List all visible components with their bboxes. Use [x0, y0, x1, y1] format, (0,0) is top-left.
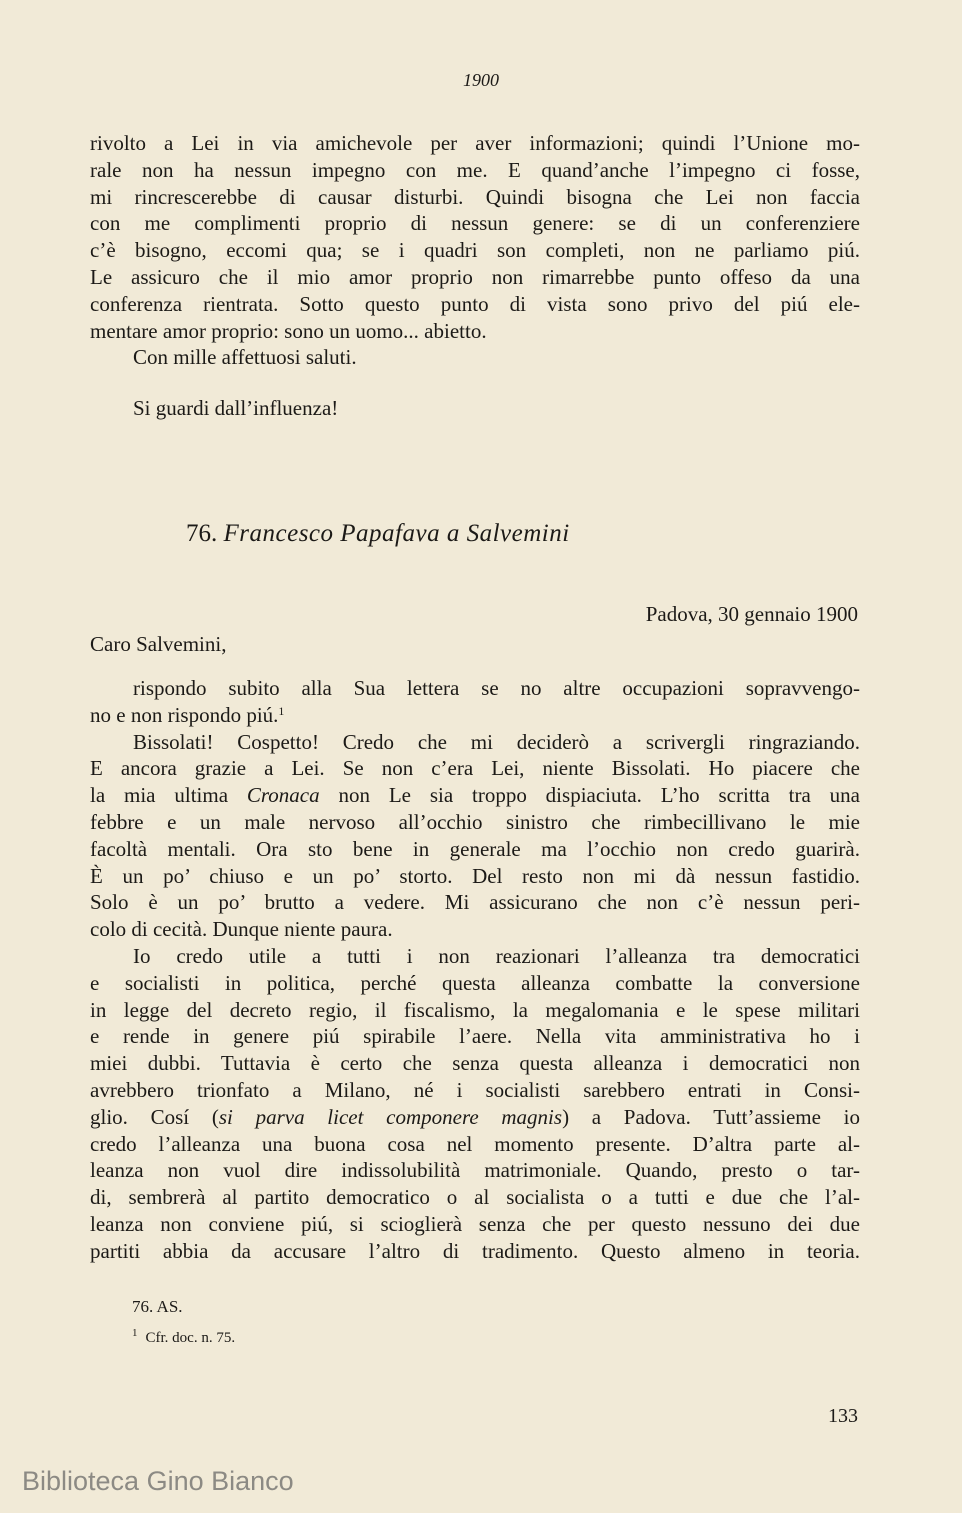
- footnote-1: $^1$ Cfr. doc. n. 75.: [132, 1327, 236, 1346]
- text-line: rivolto a Lei in via amichevole per aver informazioni; quindi l’Unione mo-: [90, 131, 860, 155]
- place-date: Padova, 30 gennaio 1900: [645, 602, 858, 626]
- text-line: leanza non vuol dire indissolubilità matrimoniale. Quando, presto o tar-: [90, 1158, 860, 1183]
- italic-title: Cronaca: [246, 783, 320, 808]
- letter-body: [90, 675, 860, 1265]
- postscript-line: Si guardi dall’influenza!: [133, 396, 339, 421]
- text-line: in legge del decreto regio, il fiscalismo, la megalomania e le spese militari: [90, 997, 860, 1022]
- text-line: Solo è un po’ brutto a vedere. Mi assicurano che non c’è nessun peri-: [90, 890, 860, 915]
- document-number: 76.: [186, 520, 218, 547]
- text-line: e socialisti in politica, perché questa alleanza combatte la conversione: [90, 970, 860, 995]
- text-line: mentare amor proprio: sono un uomo... abietto.: [90, 318, 487, 343]
- footnote-marker: 1: [278, 703, 285, 718]
- text-line: colo di cecità. Dunque niente paura.: [90, 917, 393, 942]
- salutation: Caro Salvemini,: [90, 632, 227, 656]
- text-line: glio. Cosí (si parva licet componere magnis) a Padova. Tutt’assieme io: [90, 1104, 860, 1129]
- text-line: conferenza rientrata. Sotto questo punto di vista sono privo del piú ele-: [90, 291, 860, 316]
- text-line: È un po’ chiuso e un po’ storto. Del resto non mi dà nessun fastidio.: [90, 863, 860, 888]
- text-line: credo l’alleanza una buona cosa nel momento presente. D’altra parte al-: [90, 1131, 860, 1156]
- text-line: rale non ha nessun impegno con me. E quand’anche l’impegno ci fosse,: [90, 157, 860, 182]
- text-line: Le assicuro che il mio amor proprio non rimarrebbe punto offeso da una: [90, 264, 860, 289]
- footnote-1-mark: 1: [132, 1327, 138, 1339]
- text-line: Bissolati! Cospetto! Credo che mi deciderò a scrivergli ringraziando.: [133, 729, 860, 754]
- text-line: febbre e un male nervoso all’occhio sinistro che rimbecillivano le mie: [90, 809, 860, 834]
- closing-line: Con mille affettuosi saluti.: [133, 345, 357, 370]
- footnotes: [132, 1293, 235, 1352]
- source-note: 76. AS.: [132, 1297, 183, 1316]
- text-line: miei dubbi. Tuttavia è certo che senza questa alleanza i democratici non: [90, 1051, 860, 1076]
- document-heading: [186, 520, 570, 548]
- running-head: 1900: [463, 70, 499, 90]
- text-line: c’è bisogno, eccomi qua; se i quadri son completi, non ne parliamo piú.: [90, 238, 860, 263]
- text-line: facoltà mentali. Ora sto bene in generale ma l’occhio non credo guarirà.: [90, 836, 860, 861]
- text-line: di, sembrerà al partito democratico o al socialista o a tutti e due che l’al-: [90, 1185, 860, 1210]
- library-watermark: Biblioteca Gino Bianco: [22, 1466, 294, 1496]
- text-line: partiti abbia da accusare l’altro di tradimento. Questo almeno in teoria.: [90, 1238, 860, 1263]
- text-line: mi rincrescerebbe di causar disturbi. Quindi bisogna che Lei non faccia: [90, 184, 860, 209]
- latin-quote: si parva licet componere magnis: [218, 1104, 563, 1129]
- text-line: rispondo subito alla Sua lettera se no altre occupazioni sopravvengo-: [133, 676, 860, 700]
- text-line: con me complimenti proprio di nessun genere: se di un conferenziere: [90, 211, 860, 236]
- page-number: 133: [828, 1405, 858, 1427]
- text-line: no e non rispondo piú.$^1$: [90, 702, 285, 727]
- text-line: e rende in genere piú spirabile l’aere. Nella vita amministrativa ho i: [90, 1024, 860, 1049]
- text-line: la mia ultima Cronaca non Le sia troppo dispiaciuta. L’ho scritta tra una: [90, 783, 860, 808]
- previous-letter-continuation: [90, 130, 860, 422]
- text-line: avrebbero trionfato a Milano, né i socialisti sarebbero entrati in Consi-: [90, 1077, 860, 1102]
- text-line: Io credo utile a tutti i non reazionari l’alleanza tra democratici: [133, 943, 860, 968]
- text-line: leanza non conviene piú, si scioglierà senza che per questo nessuno dei due: [90, 1211, 860, 1236]
- document-title: Francesco Papafava a Salvemini: [223, 520, 570, 547]
- text-line: E ancora grazie a Lei. Se non c’era Lei, niente Bissolati. Ho piacere che: [90, 756, 860, 781]
